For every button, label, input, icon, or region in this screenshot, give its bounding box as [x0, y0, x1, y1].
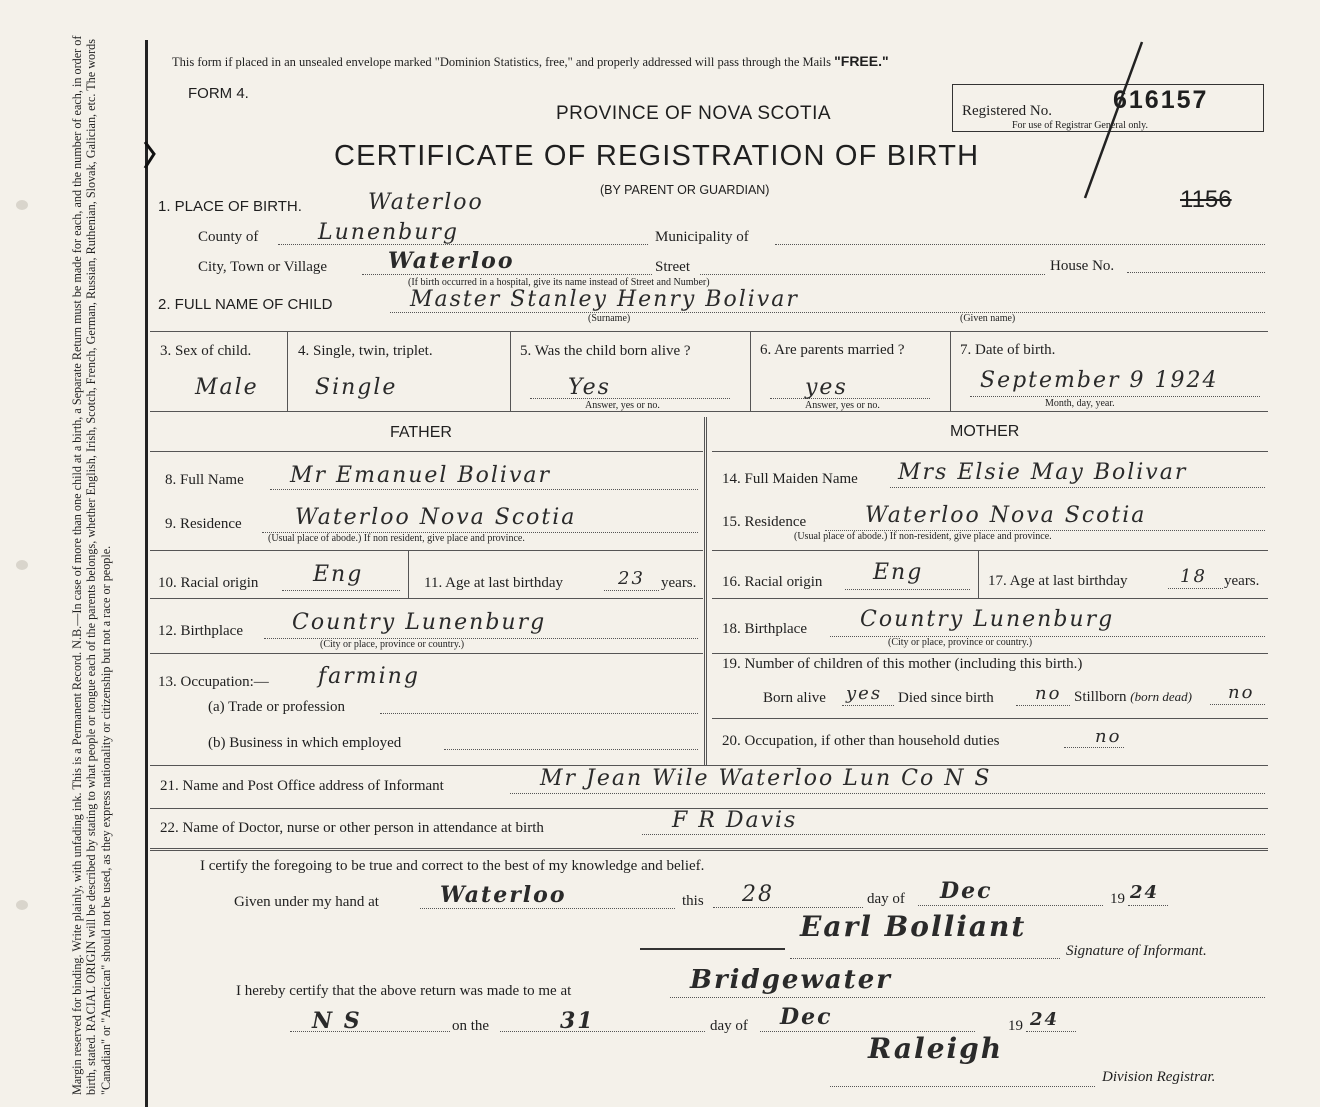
stillborn-label: Stillborn (born dead) — [1074, 689, 1193, 705]
born-alive-value: Yes — [568, 375, 611, 400]
children-count-label: 19. Number of children of this mother (including this birth.) — [722, 656, 1083, 672]
given-place-value: Waterloo — [440, 882, 567, 908]
registered-label: Registered No. — [962, 103, 1052, 119]
single-value: Single — [315, 375, 398, 400]
binding-arrow-icon — [143, 140, 157, 170]
mother-residence-label: 15. Residence — [722, 514, 807, 530]
page-title: CERTIFICATE OF REGISTRATION OF BIRTH — [334, 140, 980, 172]
father-years-label: years. — [661, 575, 697, 591]
struck-number: 1156 — [1180, 186, 1232, 213]
informant-value: Mr Jean Wile Waterloo Lun Co N S — [540, 766, 992, 791]
hospital-note: (If birth occurred in a hospital, give its name instead of Street and Number) — [408, 277, 710, 288]
father-heading: FATHER — [390, 424, 452, 441]
father-residence-label: 9. Residence — [165, 516, 242, 532]
registrar-month-value: Dec — [780, 1004, 833, 1030]
given-month-value: Dec — [940, 878, 993, 904]
father-birthplace-label: 12. Birthplace — [158, 623, 243, 639]
place-of-birth-label: 1. PLACE OF BIRTH. — [158, 198, 302, 215]
given-name-note: (Given name) — [960, 313, 1016, 324]
father-residence-value: Waterloo Nova Scotia — [295, 505, 577, 530]
business-label: (b) Business in which employed — [208, 735, 402, 751]
mother-name-label: 14. Full Maiden Name — [722, 471, 858, 487]
sex-label: 3. Sex of child. — [160, 343, 252, 359]
born-alive-count-value: yes — [846, 683, 883, 704]
child-name-label: 2. FULL NAME OF CHILD — [158, 296, 333, 313]
given-day-of-label: day of — [867, 891, 905, 907]
father-racial-label: 10. Racial origin — [158, 575, 259, 591]
street-label: Street — [655, 259, 690, 275]
margin-instructions: Margin reserved for binding. Write plainly, with unfading ink. This is a Permanent Record. N.B.—In case of more than one child at a birth, a Separate Return must be made for each, and the number of each, in order of birth, stated. RACIAL ORIGIN will be described by stating to what people or tongue each of the parents belongs, whether English, Irish, Scotch, French, German, Russian, Ruthenian, Slovak, Galician, etc. The words "Canadian" or "American" should not be used, as they express nationality or citizenship but not a race or people. — [70, 35, 113, 1095]
registrar-year-value: 24 — [1030, 1009, 1060, 1030]
mother-name-value: Mrs Elsie May Bolivar — [898, 460, 1188, 485]
given-under-label: Given under my hand at — [234, 894, 379, 910]
father-birthplace-note: (City or place, province or country.) — [320, 639, 465, 650]
father-residence-note: (Usual place of abode.) If non resident, give place and province. — [268, 533, 525, 544]
date-note: Month, day, year. — [1045, 398, 1115, 409]
married-label: 6. Are parents married ? — [760, 342, 905, 358]
registrar-day-value: 31 — [560, 1008, 595, 1034]
mother-occupation-value: no — [1095, 726, 1122, 747]
father-occupation-value: farming — [318, 664, 420, 689]
died-since-birth-value: no — [1035, 683, 1062, 704]
given-year-value: 24 — [1130, 882, 1160, 903]
father-age-value: 23 — [618, 568, 645, 589]
municipality-label: Municipality of — [655, 229, 749, 245]
form-number: FORM 4. — [188, 85, 249, 102]
place-of-birth-value: Waterloo — [368, 190, 484, 215]
province-heading: PROVINCE OF NOVA SCOTIA — [556, 103, 832, 124]
mother-heading: MOTHER — [950, 423, 1020, 440]
city-label: City, Town or Village — [198, 259, 328, 275]
mother-racial-value: Eng — [873, 560, 924, 585]
date-of-birth-label: 7. Date of birth. — [960, 342, 1056, 358]
postal-note: This form if placed in an unsealed envelope marked "Dominion Statistics, free," and properly addressed will pass through the Mails "FREE." — [172, 53, 889, 69]
trade-label: (a) Trade or profession — [208, 699, 346, 715]
given-day-value: 28 — [742, 882, 774, 907]
mother-racial-label: 16. Racial origin — [722, 574, 823, 590]
father-age-label: 11. Age at last birthday — [424, 575, 563, 591]
margin-rule — [145, 40, 148, 1107]
informant-signature: Earl Bolliant — [800, 910, 1027, 943]
registrar-year-prefix: 19 — [1008, 1018, 1023, 1034]
sex-value: Male — [195, 375, 259, 400]
mother-age-value: 18 — [1180, 566, 1207, 587]
died-since-birth-label: Died since birth — [898, 690, 994, 706]
mother-residence-note: (Usual place of abode.) If non-resident, give place and province. — [794, 531, 1052, 542]
born-alive-count-label: Born alive — [763, 690, 826, 706]
registrar-province-value: N S — [312, 1008, 362, 1034]
mother-age-label: 17. Age at last birthday — [988, 573, 1128, 589]
county-value: Lunenburg — [318, 220, 459, 245]
county-label: County of — [198, 229, 259, 245]
married-value: yes — [805, 375, 848, 400]
answer-note-married: Answer, yes or no. — [805, 400, 880, 411]
registrar-signature: Raleigh — [868, 1032, 1004, 1065]
pen-stroke — [1080, 40, 1150, 200]
born-alive-label: 5. Was the child born alive ? — [520, 343, 691, 359]
doctor-label: 22. Name of Doctor, nurse or other person in attendance at birth — [160, 820, 544, 836]
mother-occupation-label: 20. Occupation, if other than household duties — [722, 733, 1000, 749]
answer-note-alive: Answer, yes or no. — [585, 400, 660, 411]
city-value: Waterloo — [388, 248, 515, 274]
informant-label: 21. Name and Post Office address of Informant — [160, 778, 444, 794]
registered-number: 616157 — [1113, 86, 1209, 114]
father-racial-value: Eng — [313, 562, 364, 587]
informant-signature-label: Signature of Informant. — [1066, 943, 1207, 959]
mother-years-label: years. — [1224, 573, 1260, 589]
registrar-statement: I hereby certify that the above return was made to me at — [236, 983, 572, 999]
father-name-label: 8. Full Name — [165, 472, 244, 488]
registrar-place-value: Bridgewater — [690, 965, 892, 995]
date-of-birth-value: September 9 1924 — [980, 368, 1219, 393]
father-birthplace-value: Country Lunenburg — [292, 610, 547, 635]
surname-note: (Surname) — [588, 313, 631, 324]
house-no-label: House No. — [1050, 258, 1115, 274]
stillborn-value: no — [1228, 682, 1255, 703]
mother-birthplace-label: 18. Birthplace — [722, 621, 807, 637]
certify-statement: I certify the foregoing to be true and correct to the best of my knowledge and belief. — [200, 858, 705, 874]
single-label: 4. Single, twin, triplet. — [298, 343, 433, 359]
father-occupation-label: 13. Occupation:— — [158, 674, 269, 690]
doctor-value: F R Davis — [672, 808, 798, 833]
father-name-value: Mr Emanuel Bolivar — [290, 463, 552, 488]
this-label: this — [682, 893, 704, 909]
registrar-signature-label: Division Registrar. — [1102, 1069, 1216, 1085]
registrar-note: For use of Registrar General only. — [1012, 120, 1148, 131]
mother-residence-value: Waterloo Nova Scotia — [865, 503, 1147, 528]
registrar-on-the-label: on the — [452, 1018, 490, 1034]
binding-margin — [0, 0, 148, 1107]
mother-birthplace-note: (City or place, province or country.) — [888, 637, 1033, 648]
given-year-prefix: 19 — [1110, 891, 1125, 907]
child-name-value: Master Stanley Henry Bolivar — [410, 287, 799, 312]
registrar-day-of-label: day of — [710, 1018, 748, 1034]
mother-birthplace-value: Country Lunenburg — [860, 607, 1115, 632]
page-subtitle: (BY PARENT OR GUARDIAN) — [600, 183, 770, 197]
